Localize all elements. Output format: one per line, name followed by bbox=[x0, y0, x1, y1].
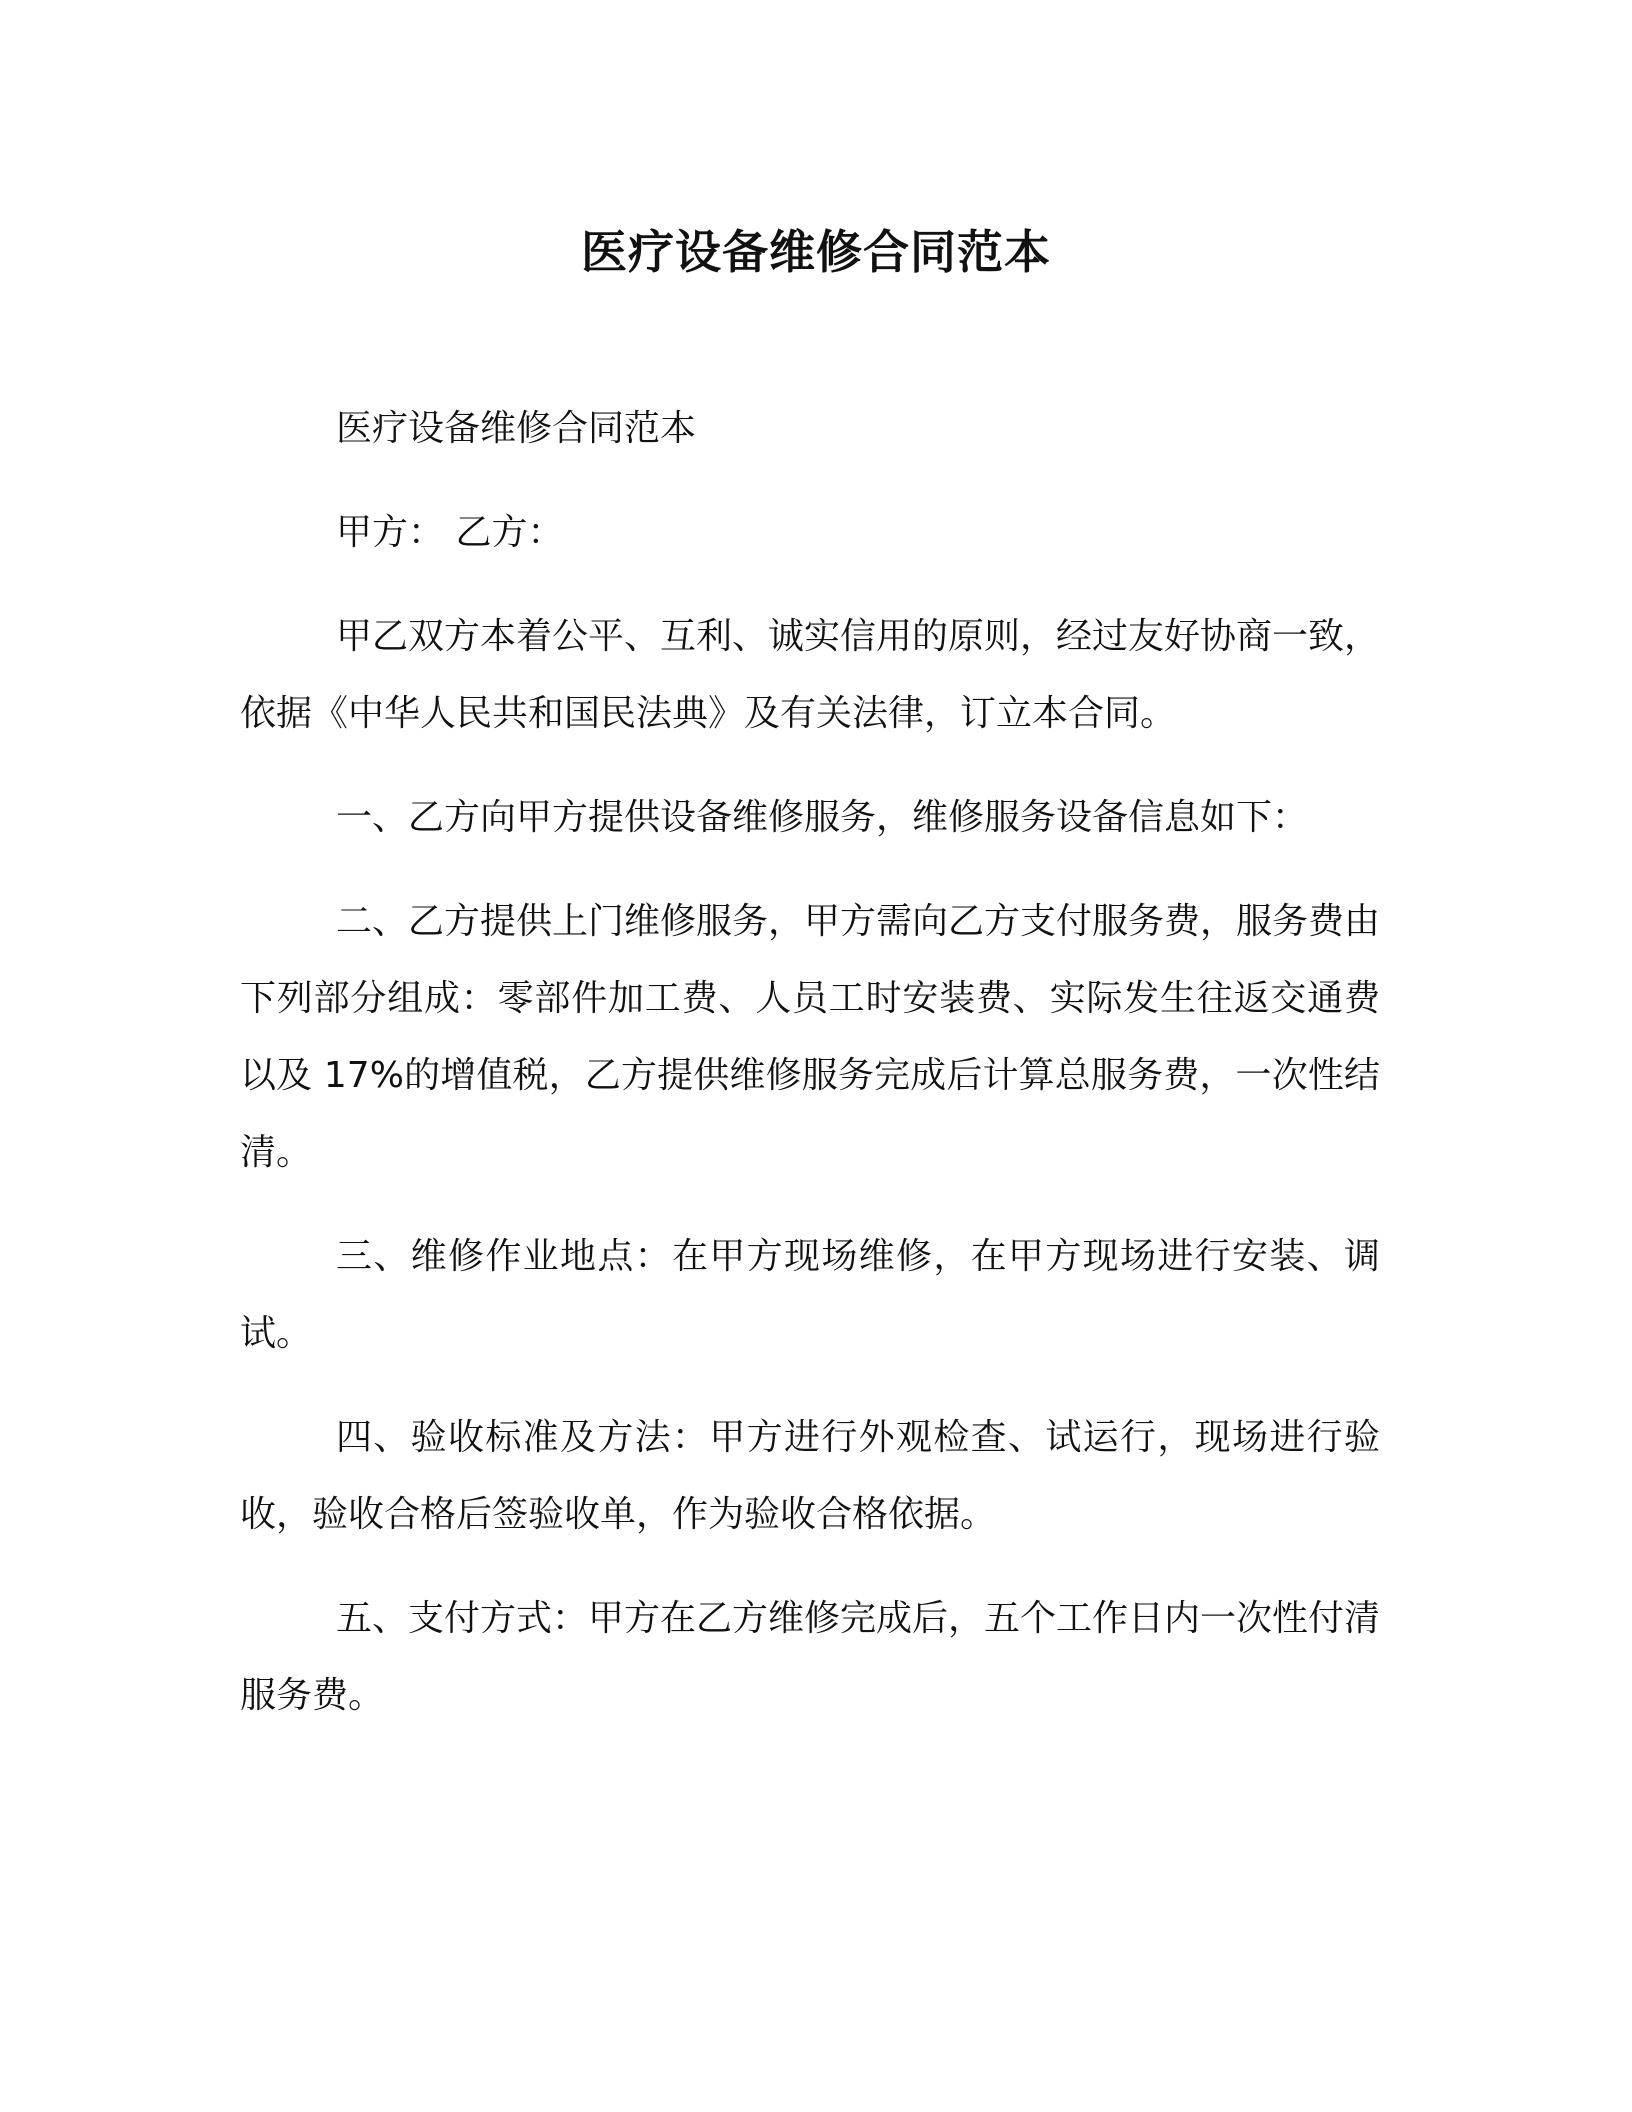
paragraph-subtitle: 医疗设备维修合同范本 bbox=[336, 408, 697, 449]
paragraph-clause-5: 五、支付方式：甲方在乙方维修完成后，五个工作日内一次性付清服务费。 bbox=[240, 1598, 1381, 1716]
paragraph-clause-3: 三、维修作业地点：在甲方现场维修，在甲方现场进行安装、调试。 bbox=[240, 1236, 1380, 1354]
document-title: 医疗设备维修合同范本 bbox=[581, 225, 1051, 279]
paragraph-clause-2: 二、乙方提供上门维修服务，甲方需向乙方支付服务费，服务费由下列部分组成：零部件加工费、人员工时安装费、实际发生往返交通费以及 17%的增值税，乙方提供维修服务完成后计算总服务费，一次性结清。 bbox=[240, 901, 1381, 1173]
paragraph-clause-1: 一、乙方向甲方提供设备维修服务，维修服务设备信息如下： bbox=[336, 797, 1309, 838]
paragraph-parties: 甲方： 乙方： bbox=[336, 512, 564, 553]
paragraph-preamble: 甲乙双方本着公平、互利、诚实信用的原则，经过友好协商一致，依据《中华人民共和国民法典》及有关法律，订立本合同。 bbox=[240, 616, 1381, 734]
document-body bbox=[240, 390, 1380, 1761]
paragraph-clause-4: 四、验收标准及方法：甲方进行外观检查、试运行，现场进行验收，验收合格后签验收单，作为验收合格依据。 bbox=[240, 1417, 1380, 1535]
